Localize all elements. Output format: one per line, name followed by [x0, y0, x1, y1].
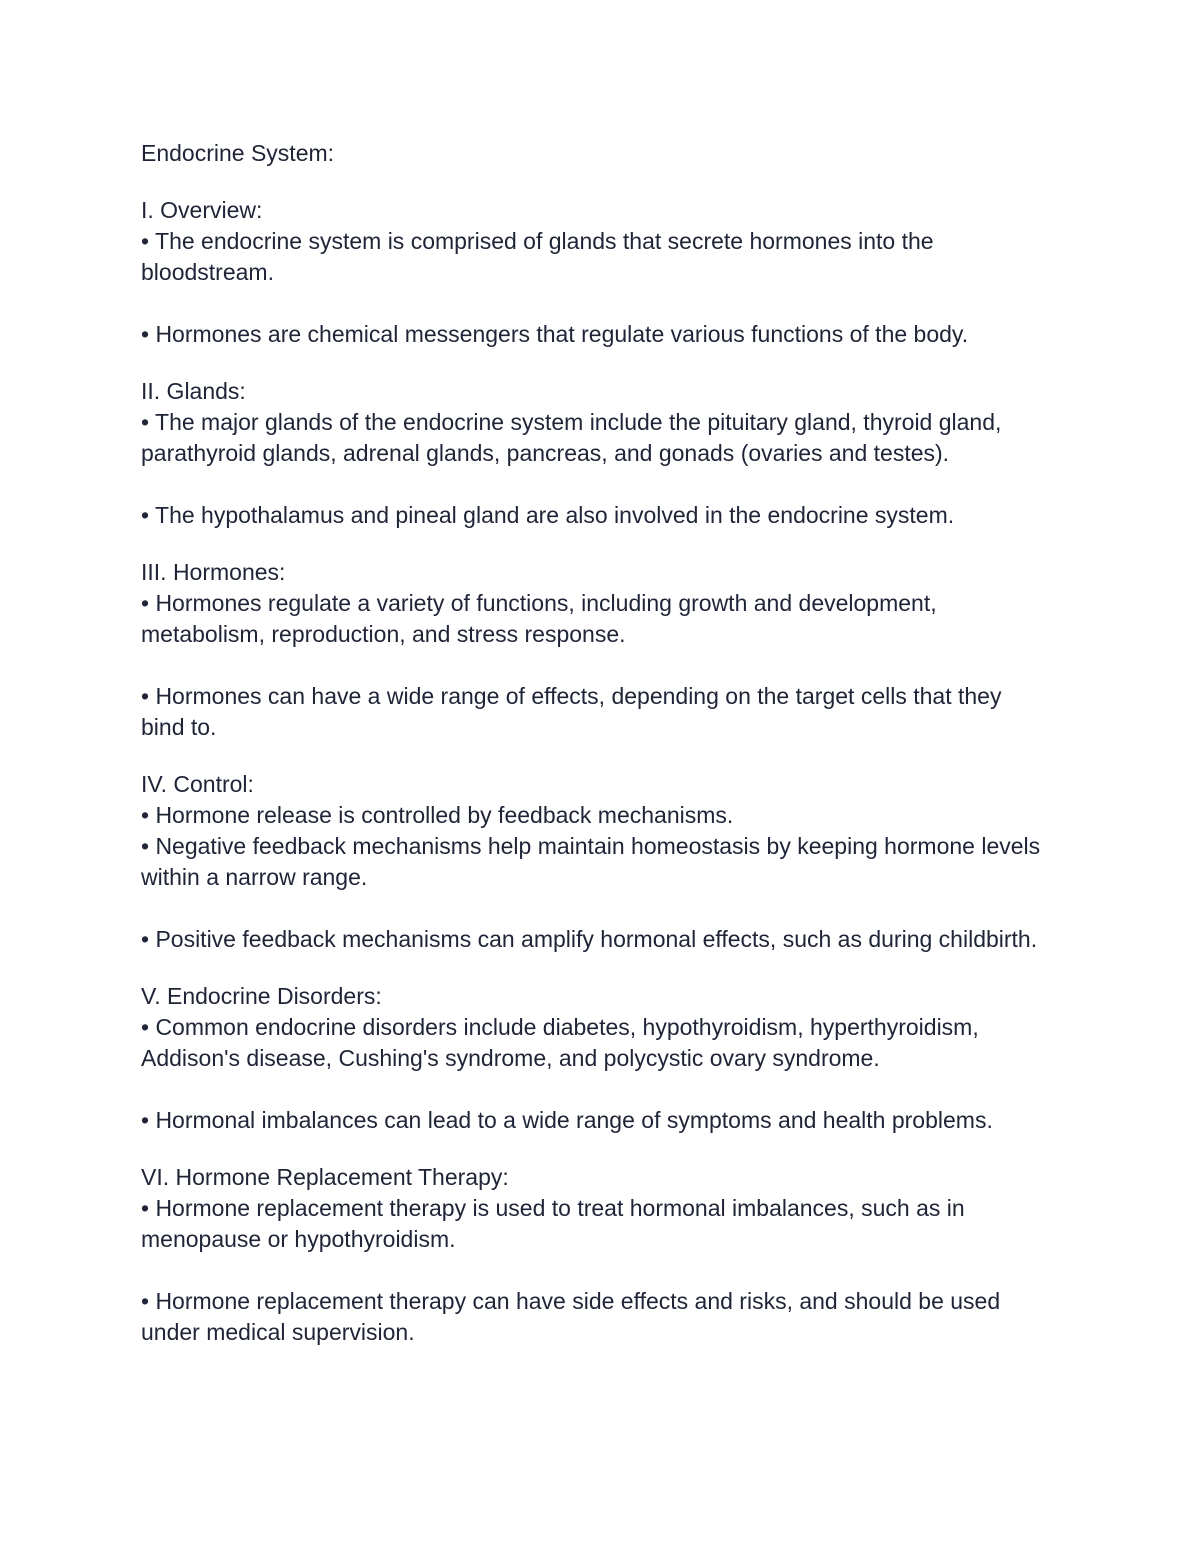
section-heading: VI. Hormone Replacement Therapy:	[141, 1164, 509, 1190]
bullet-paragraph: • Hormones can have a wide range of effects, depending on the target cells that they bind to.	[141, 683, 1002, 740]
section-overview	[141, 195, 1041, 350]
section-control	[141, 769, 1041, 955]
section-heading: I. Overview:	[141, 197, 263, 223]
section-heading: V. Endocrine Disorders:	[141, 983, 382, 1009]
document-title: Endocrine System:	[141, 140, 335, 166]
bullet-paragraph: • Positive feedback mechanisms can amplify hormonal effects, such as during childbirth.	[141, 926, 1038, 952]
section-heading: III. Hormones:	[141, 559, 286, 585]
bullet-paragraph: • Negative feedback mechanisms help maintain homeostasis by keeping hormone levels within a narrow range.	[141, 833, 1041, 890]
section-hormones	[141, 557, 1041, 743]
section-heading: IV. Control:	[141, 771, 254, 797]
bullet-paragraph: • Hormones regulate a variety of functions, including growth and development, metabolism, reproduction, and stress response.	[141, 590, 937, 647]
bullet-paragraph: • Hormone release is controlled by feedback mechanisms.	[141, 802, 734, 828]
document-page	[141, 138, 1041, 1374]
bullet-paragraph: • Hormone replacement therapy can have side effects and risks, and should be used under medical supervision.	[141, 1288, 1001, 1345]
bullet-paragraph: • Common endocrine disorders include diabetes, hypothyroidism, hyperthyroidism, Addison's disease, Cushing's syndrome, and polycystic ovary syndrome.	[141, 1014, 979, 1071]
bullet-paragraph: • The major glands of the endocrine system include the pituitary gland, thyroid gland, parathyroid glands, adrenal glands, pancreas, and gonads (ovaries and testes).	[141, 409, 1002, 466]
bullet-paragraph: • Hormonal imbalances can lead to a wide range of symptoms and health problems.	[141, 1107, 993, 1133]
bullet-paragraph: • Hormone replacement therapy is used to treat hormonal imbalances, such as in menopause or hypothyroidism.	[141, 1195, 965, 1252]
section-heading: II. Glands:	[141, 378, 246, 404]
section-glands	[141, 376, 1041, 531]
section-hormone-replacement-therapy	[141, 1162, 1041, 1348]
bullet-paragraph: • The endocrine system is comprised of glands that secrete hormones into the bloodstream.	[141, 228, 934, 285]
bullet-paragraph: • Hormones are chemical messengers that regulate various functions of the body.	[141, 321, 969, 347]
section-endocrine-disorders	[141, 981, 1041, 1136]
bullet-paragraph: • The hypothalamus and pineal gland are also involved in the endocrine system.	[141, 502, 955, 528]
